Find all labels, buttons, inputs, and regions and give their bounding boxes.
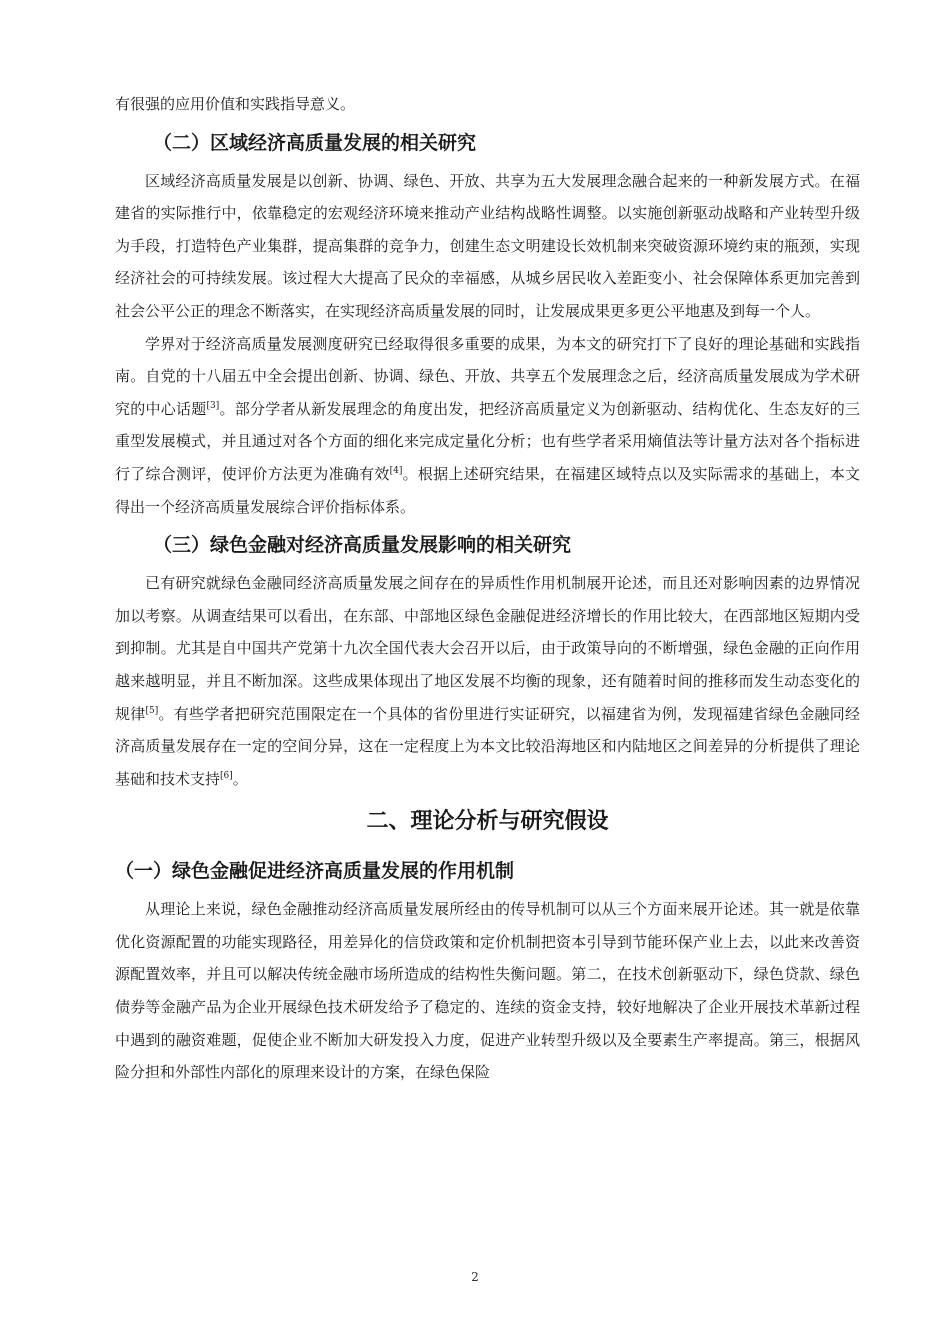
citation-ref: [6] bbox=[220, 770, 233, 781]
paragraph-text: 已有研究就绿色金融同经济高质量发展之间存在的异质性作用机制展开论述，而且还对影响因素的边界情况加以考察。从调查结果可以看出，在东部、中部地区绿色金融促进经济增长的作用比较大，在西部地区短期内受到抑制。尤其是自中国共产党第十九次全国代表大会召开以后，由于政策导向的不断增强，绿色金融的正向作用越来越明显，并且不断加深。这些成果体现出了地区发展不均衡的现象，还有随着时间的推移而发生动态变化的规律 bbox=[115, 574, 860, 723]
citation-ref: [4] bbox=[389, 465, 403, 476]
paragraph-text: 。部分学者从新发展理念的角度出发，把经济高质量定义为创新驱动、结构优化、生态友好的三重型发展模式，并且通过对各个方面的细化来完成定量化分析；也有些学者采用熵值法等计量方法对各个指标进行了综合测评，使评价方法更为准确有效 bbox=[115, 399, 860, 483]
section-heading-regional-economy: （二）区域经济高质量发展的相关研究 bbox=[153, 131, 477, 154]
paragraph-mechanism: 从理论上来说，绿色金融推动经济高质量发展所经由的传导机制可以从三个方面来展开论述。其一就是依靠优化资源配置的功能实现路径，用差异化的信贷政策和定价机制把资本引导到节能环保产业上去，以此来改善资源配置效率，并且可以解决传统金融市场所造成的结构性失衡问题。第二，在技术创新驱动下，绿色贷款、绿色债券等金融产品为企业开展绿色技术研发给予了稳定的、连续的资金支持，较好地解决了企业开展技术革新过程中遇到的融资难题，促使企业不断加大研发投入力度，促进产业转型升级以及全要素生产率提高。第三，根据风险分担和外部性内部化的原理来设计的方案，在绿色保险 bbox=[115, 900, 860, 1082]
paragraph-text: 学界对于经济高质量发展测度研究已经取得很多重要的成果，为本文的研究打下了良好的理论基础和实践指南。自党的十八届五中全会提出创新、协调、绿色、开放、共享五个发展理念之后，经济高质量发展成为学术研究的中心话题 bbox=[115, 334, 860, 418]
paragraph-continuation: 有很强的应用价值和实践指导意义。 bbox=[115, 95, 356, 113]
section-heading-green-finance-impact: （三）绿色金融对经济高质量发展影响的相关研究 bbox=[153, 534, 572, 557]
chapter-heading-theory: 二、理论分析与研究假设 bbox=[366, 809, 609, 835]
document-body bbox=[115, 88, 860, 1089]
paragraph-measurement-research bbox=[115, 328, 860, 524]
citation-ref: [3] bbox=[206, 400, 220, 411]
section-heading-mechanism: （一）绿色金融促进经济高质量发展的作用机制 bbox=[115, 860, 515, 883]
citation-ref: [5] bbox=[145, 705, 159, 716]
paragraph-text: 。 bbox=[232, 769, 248, 788]
paragraph-text: 。根据上述研究结果，在福建区域特点以及实际需求的基础上，本文得出一个经济高质量发展综合评价指标体系。 bbox=[115, 464, 860, 516]
paragraph-regional-economy: 区域经济高质量发展是以创新、协调、绿色、开放、共享为五大发展理念融合起来的一种新发展方式。在福建省的实际推行中，依靠稳定的宏观经济环境来推动产业结构战略性调整。以实施创新驱动战略和产业转型升级为手段，打造特色产业集群，提高集群的竞争力，创建生态文明建设长效机制来突破资源环境约束的瓶颈，实现经济社会的可持续发展。该过程大大提高了民众的幸福感，从城乡居民收入差距变小、社会保障体系更加完善到社会公平公正的理念不断落实，在实现经济高质量发展的同时，让发展成果更多更公平地惠及到每一个人。 bbox=[115, 171, 860, 320]
paragraph-text: 。有些学者把研究范围限定在一个具体的省份里进行实证研究，以福建省为例，发现福建省绿色金融同经济高质量发展存在一定的空间分异，这在一定程度上为本文比较沿海地区和内陆地区之间差异的分析提供了理论基础和技术支持 bbox=[115, 704, 860, 788]
paragraph-green-finance-impact bbox=[115, 567, 860, 795]
page-number: 2 bbox=[471, 1270, 479, 1284]
